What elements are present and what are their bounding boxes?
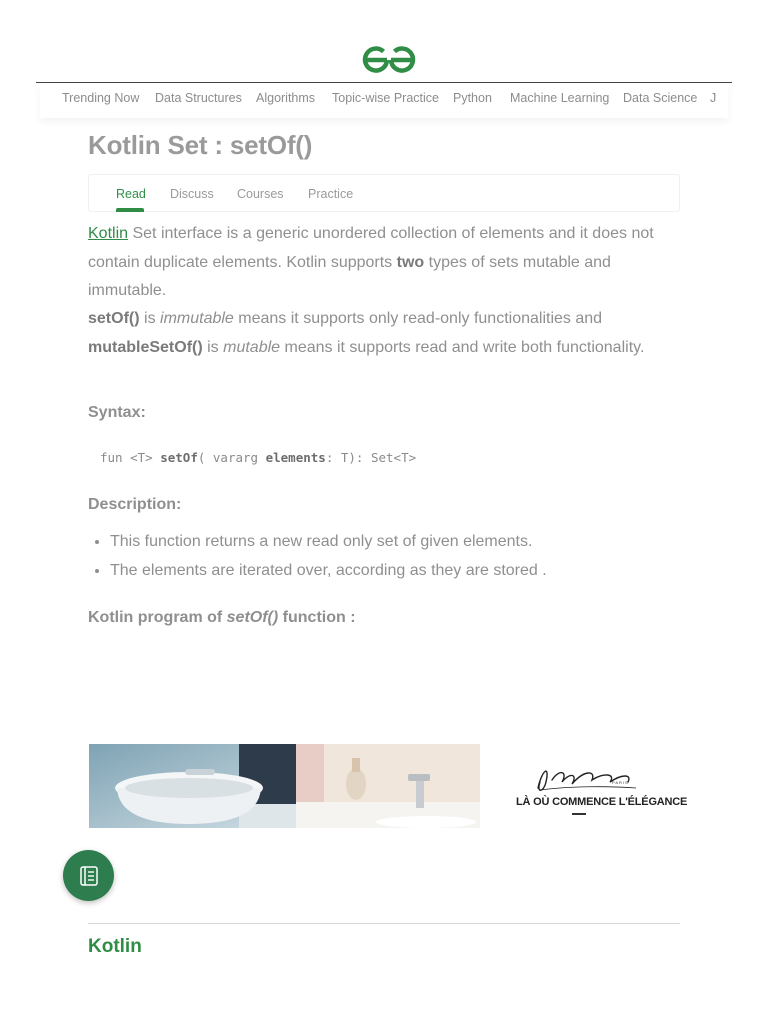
- setof-desc: means it supports only read-only functionalities and: [233, 310, 603, 327]
- setof-paragraph: [88, 305, 648, 362]
- tab-courses[interactable]: Courses: [237, 187, 284, 201]
- gfg-logo-icon[interactable]: [361, 44, 417, 76]
- code-vararg: ( vararg: [197, 450, 266, 465]
- intro-text-end: types of sets mutable and immutable.: [88, 253, 611, 299]
- intro-paragraph: [88, 220, 688, 306]
- setof-is: is: [139, 310, 161, 327]
- ad-bathtub-image[interactable]: [89, 744, 296, 828]
- ad-brand-logo[interactable]: [500, 752, 660, 822]
- mutable-term: mutable: [223, 338, 281, 356]
- list-item: • This function returns a new read only set of given elements.: [110, 528, 710, 557]
- nav-item-more[interactable]: J: [710, 91, 717, 105]
- mutablesetof-term: mutableSetOf(): [88, 338, 203, 356]
- nav-item-machine-learning[interactable]: Machine Learning: [510, 91, 610, 105]
- description-list: [88, 528, 710, 585]
- header-divider: [36, 82, 732, 83]
- immutable-term: immutable: [160, 310, 234, 327]
- document-list-icon: [78, 865, 100, 887]
- active-tab-indicator: [116, 208, 144, 212]
- intro-text: Set interface is a generic unordered collection of elements and it does not contain duplicate elements. Kotlin supports: [88, 225, 654, 271]
- list-item: • The elements are iterated over, according as they are stored .: [110, 557, 710, 586]
- description-heading: Description:: [88, 496, 182, 513]
- nav-item-trending-now[interactable]: Trending Now: [62, 91, 140, 105]
- top-nav: [40, 84, 728, 118]
- program-heading-post: function :: [278, 609, 356, 626]
- ad-tagline[interactable]: LÀ OÙ COMMENCE L'ÉLÉGANCE: [516, 796, 688, 808]
- mutablesetof-is: is: [202, 338, 224, 356]
- nav-item-python[interactable]: Python: [453, 91, 492, 105]
- nav-item-algorithms[interactable]: Algorithms: [256, 91, 316, 105]
- nav-item-topic-wise-practice[interactable]: Topic-wise Practice: [332, 91, 439, 105]
- article-tabs: [88, 174, 680, 212]
- ad-sink-image[interactable]: [296, 744, 480, 828]
- ad-brand-sub: PARIS: [612, 780, 629, 785]
- program-heading-em: setOf(): [226, 609, 279, 626]
- kotlin-link[interactable]: Kotlin: [88, 225, 129, 242]
- code-fun: fun <T>: [100, 450, 161, 465]
- code-return: : T): Set<T>: [325, 450, 417, 465]
- code-setof: setOf: [160, 450, 198, 465]
- syntax-code: [100, 450, 416, 465]
- section-divider: [88, 923, 680, 924]
- setof-term: setOf(): [88, 310, 140, 327]
- syntax-heading: Syntax:: [88, 404, 146, 421]
- tab-discuss[interactable]: Discuss: [170, 187, 214, 201]
- intro-bold: two: [396, 253, 425, 271]
- nav-item-data-structures[interactable]: Data Structures: [155, 91, 242, 105]
- article-menu-button[interactable]: [63, 850, 114, 901]
- related-section-title[interactable]: Kotlin: [88, 936, 142, 957]
- code-elements: elements: [265, 450, 326, 465]
- program-heading: [88, 609, 356, 627]
- tab-practice[interactable]: Practice: [308, 187, 354, 201]
- program-heading-pre: Kotlin program of: [88, 609, 227, 626]
- mutablesetof-desc: means it supports read and write both functionality.: [280, 338, 645, 356]
- page-title: Kotlin Set : setOf(): [88, 130, 313, 160]
- nav-item-data-science[interactable]: Data Science: [623, 91, 698, 105]
- tab-read[interactable]: Read: [116, 187, 146, 201]
